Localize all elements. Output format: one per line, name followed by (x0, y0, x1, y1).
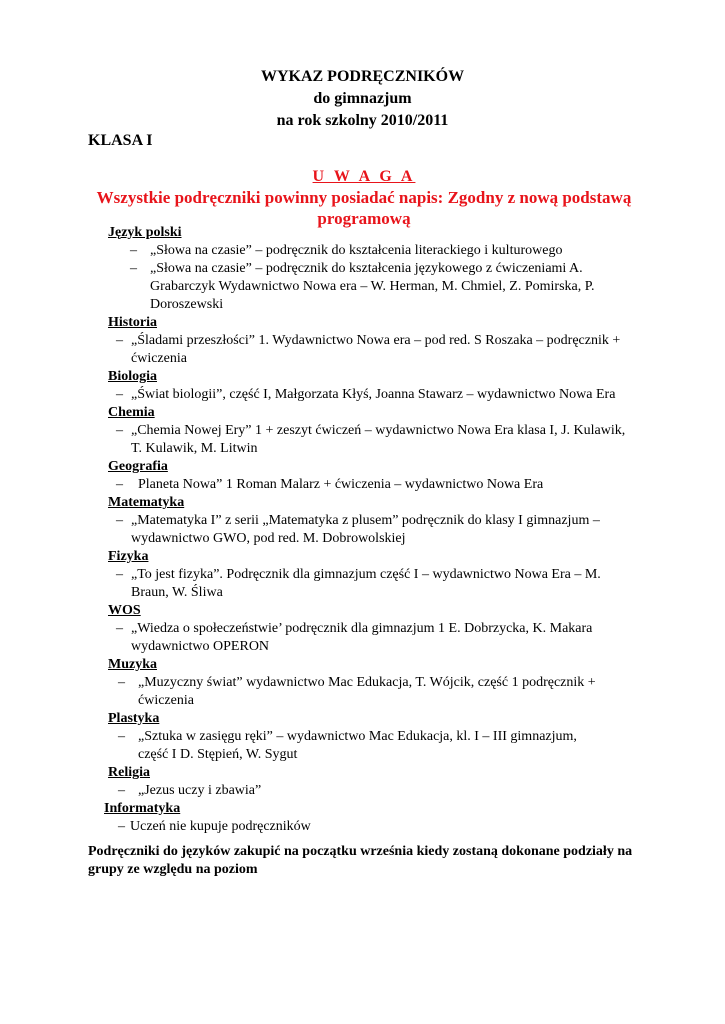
subject-polski (0, 224, 725, 314)
notice-text: Wszystkie podręczniki powinny posiadać napis: Zgodny z nową podstawą programową (96, 188, 632, 228)
list-item (118, 728, 608, 764)
list-item (118, 782, 638, 800)
dash-bullet: – (116, 567, 123, 582)
dash-bullet: – (118, 729, 125, 744)
dash-bullet: – (130, 261, 137, 276)
book-entry: „Słowa na czasie” – podręcznik do kształcenia językowego z ćwiczeniami A. Grabarczyk Wydawnictwo Nowa era – W. Herman, M. Chmiel, Z. Pomirska, P. Doroszewski (150, 261, 595, 312)
document-header (0, 66, 725, 132)
subject-title-geografia: Geografia (108, 459, 168, 474)
book-entry: „Jezus uczy i zbawia” (138, 783, 262, 798)
subject-title-fizyka: Fizyka (108, 549, 149, 564)
book-entry: „To jest fizyka”. Podręcznik dla gimnazjum część I – wydawnictwo Nowa Era – M. Braun, W. Śliwa (131, 567, 601, 600)
dash-bullet: – (118, 783, 125, 798)
subject-title-chemia: Chemia (108, 405, 155, 420)
subject-religia (0, 764, 725, 800)
subject-title-matematyka: Matematyka (108, 495, 185, 510)
notice-block (84, 166, 644, 229)
book-entry: „Świat biologii”, część I, Małgorzata Kłyś, Joanna Stawarz – wydawnictwo Nowa Era (131, 387, 616, 402)
subject-fizyka (0, 548, 725, 602)
book-entry: „Chemia Nowej Ery” 1 + zeszyt ćwiczeń – wydawnictwo Nowa Era klasa I, J. Kulawik, T. Kulawik, M. Litwin (131, 423, 626, 456)
subject-title-informatyka: Informatyka (104, 801, 181, 816)
header-school-year: na rok szkolny 2010/2011 (276, 112, 449, 129)
list-item (130, 260, 630, 314)
dash-bullet: – (116, 423, 123, 438)
class-title: KLASA I (88, 132, 153, 149)
list-item (116, 332, 631, 368)
header-subtitle: do gimnazjum (313, 90, 412, 107)
book-entry: „Sztuka w zasięgu ręki” – wydawnictwo Mac Edukacja, kl. I – III gimnazjum, część I D. Stępień, W. Sygut (138, 729, 577, 762)
subject-title-religia: Religia (108, 765, 150, 780)
list-item (116, 386, 631, 404)
subject-wos (0, 602, 725, 656)
list-item (118, 818, 630, 836)
list-item (116, 422, 631, 458)
list-item (116, 620, 631, 656)
subject-biologia (0, 368, 725, 404)
dash-bullet: – (116, 333, 123, 348)
dash-bullet: – (116, 477, 123, 492)
header-title: WYKAZ PODRĘCZNIKÓW (260, 68, 465, 85)
dash-bullet: – (116, 621, 123, 636)
dash-bullet: – (116, 513, 123, 528)
dash-bullet: – (118, 675, 125, 690)
subject-informatyka (0, 800, 725, 836)
subject-title-muzyka: Muzyka (108, 657, 157, 672)
notice-title: U W A G A (312, 168, 416, 185)
dash-bullet: – (118, 819, 125, 834)
book-entry: „Wiedza o społeczeństwie’ podręcznik dla gimnazjum 1 E. Dobrzycka, K. Makara wydawnictwo OPERON (131, 621, 593, 654)
book-entry: Planeta Nowa” 1 Roman Malarz + ćwiczenia – wydawnictwo Nowa Era (138, 477, 544, 492)
list-item (116, 476, 638, 494)
subject-list (0, 224, 725, 836)
book-entry: „Słowa na czasie” – podręcznik do kształcenia literackiego i kulturowego (150, 243, 563, 258)
subject-title-plastyka: Plastyka (108, 711, 160, 726)
subject-title-polski: Język polski (108, 225, 182, 240)
subject-historia (0, 314, 725, 368)
subject-title-wos: WOS (108, 603, 141, 618)
subject-matematyka (0, 494, 725, 548)
list-item (116, 512, 631, 548)
book-entry: Uczeń nie kupuje podręczników (130, 819, 311, 834)
subject-title-historia: Historia (108, 315, 157, 330)
book-entry: „Muzyczny świat” wydawnictwo Mac Edukacja, T. Wójcik, część 1 podręcznik + ćwiczenia (138, 675, 596, 708)
subject-plastyka (0, 710, 725, 764)
footer-note: Podręczniki do języków zakupić na początku września kiedy zostaną dokonane podziały na grupy ze względu na poziom (88, 844, 633, 877)
subject-muzyka (0, 656, 725, 710)
list-item (118, 674, 638, 710)
subject-chemia (0, 404, 725, 458)
dash-bullet: – (130, 243, 137, 258)
subject-geografia (0, 458, 725, 494)
book-entry: „Matematyka I” z serii „Matematyka z plusem” podręcznik do klasy I gimnazjum – wydawnictwo GWO, pod red. M. Dobrowolskiej (131, 513, 600, 546)
list-item (116, 566, 631, 602)
subject-title-biologia: Biologia (108, 369, 158, 384)
dash-bullet: – (116, 387, 123, 402)
book-entry: „Śladami przeszłości” 1. Wydawnictwo Nowa era – pod red. S Roszaka – podręcznik + ćwiczenia (131, 333, 621, 366)
list-item (130, 242, 630, 260)
